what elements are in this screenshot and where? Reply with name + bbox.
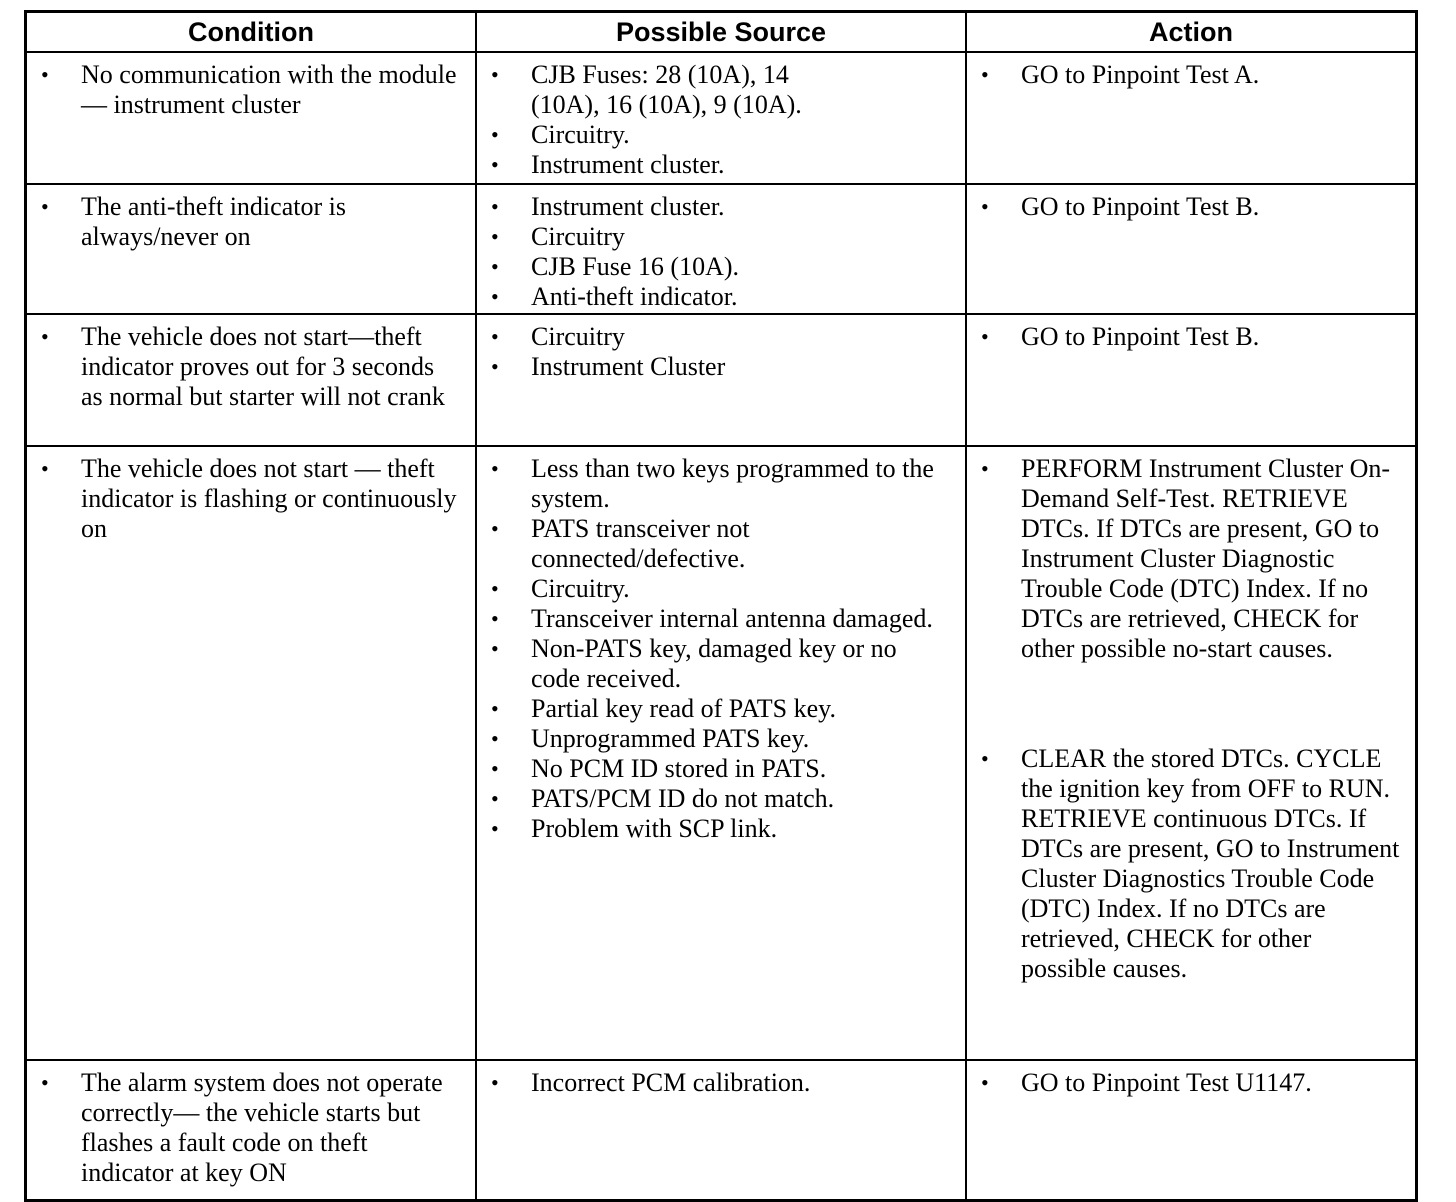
source-cell bbox=[477, 315, 967, 445]
source-item: • PATS transceiver not connected/defective. bbox=[485, 514, 951, 574]
action-item: • GO to Pinpoint Test A. bbox=[975, 60, 1401, 90]
source-item: • CJB Fuses: 28 (10A), 14 (10A), 16 (10A), 9 (10A). bbox=[485, 60, 951, 120]
source-cell bbox=[477, 1061, 967, 1199]
diagnostic-table bbox=[24, 10, 1418, 1202]
condition-text: • The anti-theft indicator is always/never on bbox=[35, 192, 461, 252]
table-row bbox=[27, 1059, 1415, 1199]
table-row bbox=[27, 445, 1415, 1059]
action-cell bbox=[967, 447, 1415, 1059]
source-item: • CJB Fuse 16 (10A). bbox=[485, 252, 951, 282]
action-cell bbox=[967, 185, 1415, 313]
table-header bbox=[27, 13, 1415, 51]
condition-cell bbox=[27, 53, 477, 183]
source-cell bbox=[477, 447, 967, 1059]
source-item: • Partial key read of PATS key. bbox=[485, 694, 951, 724]
condition-text: • The alarm system does not operate correctly— the vehicle starts but flashes a fault code on theft indicator at key ON bbox=[35, 1068, 461, 1188]
source-item: • Circuitry bbox=[485, 222, 951, 252]
action-item: • GO to Pinpoint Test U1147. bbox=[975, 1068, 1401, 1098]
condition-text: • The vehicle does not start—theft indicator proves out for 3 seconds as normal but starter will not crank bbox=[35, 322, 461, 412]
action-cell bbox=[967, 1061, 1415, 1199]
action-item: • GO to Pinpoint Test B. bbox=[975, 192, 1401, 222]
action-item: • CLEAR the stored DTCs. CYCLE the ignition key from OFF to RUN. RETRIEVE continuous DTCs. If DTCs are present, GO to Instrument Cluster Diagnostics Trouble Code (DTC) Index. If no DTCs are retrieved, CHECK for other possible causes. bbox=[975, 744, 1401, 984]
source-item: • Non-PATS key, damaged key or no code received. bbox=[485, 634, 951, 694]
condition-text: • The vehicle does not start — theft indicator is flashing or continuously on bbox=[35, 454, 461, 544]
table-row bbox=[27, 183, 1415, 313]
source-item: • Problem with SCP link. bbox=[485, 814, 951, 844]
action-item: • PERFORM Instrument Cluster On-Demand Self-Test. RETRIEVE DTCs. If DTCs are present, GO to Instrument Cluster Diagnostic Trouble Code (DTC) Index. If no DTCs are retrieved, CHECK for other possible no-start causes. bbox=[975, 454, 1401, 664]
source-cell bbox=[477, 53, 967, 183]
source-item: • Transceiver internal antenna damaged. bbox=[485, 604, 951, 634]
condition-cell bbox=[27, 185, 477, 313]
action-item: • GO to Pinpoint Test B. bbox=[975, 322, 1401, 352]
source-item: • Circuitry. bbox=[485, 120, 951, 150]
source-item: • Instrument cluster. bbox=[485, 192, 951, 222]
source-item: • PATS/PCM ID do not match. bbox=[485, 784, 951, 814]
action-cell bbox=[967, 315, 1415, 445]
condition-cell bbox=[27, 447, 477, 1059]
source-item: • No PCM ID stored in PATS. bbox=[485, 754, 951, 784]
source-item: • Circuitry. bbox=[485, 574, 951, 604]
header-condition: Condition bbox=[27, 13, 477, 51]
header-possible-source: Possible Source bbox=[477, 13, 967, 51]
source-item: • Anti-theft indicator. bbox=[485, 282, 951, 312]
source-item: • Incorrect PCM calibration. bbox=[485, 1068, 951, 1098]
header-action: Action bbox=[1149, 17, 1233, 47]
source-item: • Instrument Cluster bbox=[485, 352, 951, 382]
condition-cell bbox=[27, 315, 477, 445]
source-item: • Unprogrammed PATS key. bbox=[485, 724, 951, 754]
table-row bbox=[27, 313, 1415, 445]
source-item: • Circuitry bbox=[485, 322, 951, 352]
condition-text: • No communication with the module — instrument cluster bbox=[35, 60, 461, 120]
source-cell bbox=[477, 185, 967, 313]
source-item: • Instrument cluster. bbox=[485, 150, 951, 180]
condition-cell bbox=[27, 1061, 477, 1199]
table-row bbox=[27, 51, 1415, 183]
action-cell bbox=[967, 53, 1415, 183]
source-item: • Less than two keys programmed to the system. bbox=[485, 454, 951, 514]
